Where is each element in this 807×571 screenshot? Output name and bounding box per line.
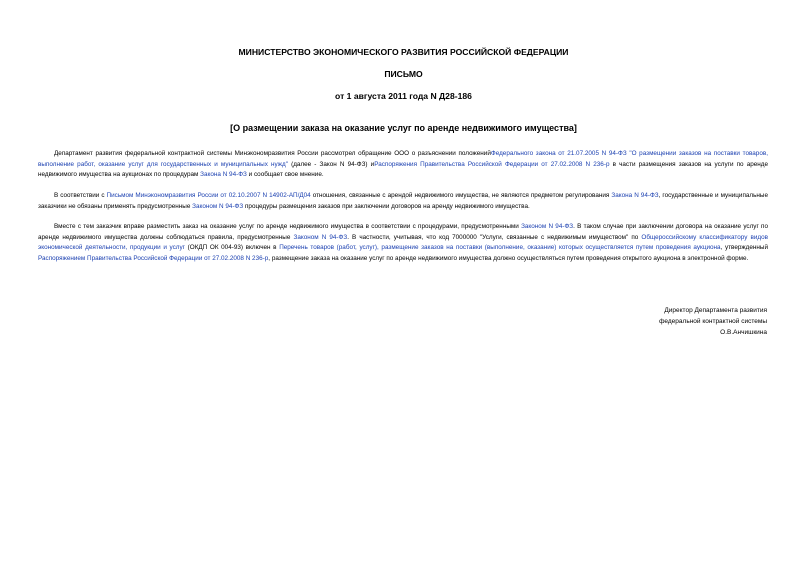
link-ministry-letter[interactable]: Письмом Минэкономразвития России от 02.10.2007 N 14902-АП/Д04 — [106, 192, 311, 199]
link-law-94fz-4[interactable]: Законом N 94-ФЗ — [521, 223, 574, 230]
paragraph-3-text-6: , размещение заказа на оказание услуг по аренде недвижимого имущества должно осуществляться путем проведения открытого аукциона в электронной форме. — [268, 254, 749, 262]
paragraph-2-text-1: В соответствии с — [54, 192, 107, 199]
document-type: ПИСЬМО — [384, 69, 423, 79]
paragraph-1 — [38, 149, 768, 181]
link-federal-law-94fz[interactable]: Федерального закона от 21.07.2005 N 94-ФЗ "О размещении заказов на поставки товаров, выполнение работ, оказание услуг для государственных и муниципальных нужд" — [38, 150, 768, 168]
paragraph-3-text-3: . В частности, учитывая, что код 7000000 "Услуги, связанные с недвижимым имуществом" по — [347, 233, 642, 241]
paragraph-1-text-3: в части размещения заказов на услуги по аренде недвижимого имущества на аукционах по процедурам — [38, 160, 769, 179]
link-law-94fz-5[interactable]: Законом N 94-ФЗ — [293, 233, 348, 241]
ministry-title: МИНИСТЕРСТВО ЭКОНОМИЧЕСКОГО РАЗВИТИЯ РОССИЙСКОЙ ФЕДЕРАЦИИ — [238, 47, 569, 57]
paragraph-2 — [38, 191, 768, 212]
link-government-order-236r-2[interactable]: Распоряжением Правительства Российской Федерации от 27.02.2008 N 236-р — [38, 254, 269, 262]
link-law-94fz[interactable]: Закона N 94-ФЗ — [200, 171, 247, 179]
paragraph-1-text-4: и сообщает свое мнение. — [246, 171, 324, 179]
paragraph-1-text-2: (далее - Закон N 94-ФЗ) и — [287, 160, 375, 168]
document-subject: [О размещении заказа на оказание услуг по аренде недвижимого имущества] — [230, 123, 577, 133]
link-okdp-classifier[interactable]: Общероссийскому классификатору видов экономической деятельности, продукции и услуг — [38, 233, 768, 252]
link-government-order-236r[interactable]: Распоряжения Правительства Российской Федерации от 27.02.2008 N 236-р — [374, 160, 610, 168]
paragraph-3-text-2: . В таком случае при заключении договора на оказание услуг по аренде недвижимого имущества должны соблюдаться правила, предусмотренные — [38, 223, 769, 241]
paragraph-2-text-2: отношения, связанные с арендой недвижимого имущества, не являются предметом регулирования — [310, 192, 612, 199]
link-goods-list[interactable]: Перечень товаров (работ, услуг), размещение заказов на поставки (выполнение, оказание) которых осуществляется путем проведения аукциона — [279, 244, 721, 252]
signature-position-line-1: Директор Департамента развития — [664, 307, 767, 314]
paragraph-3-text-4: (ОКДП ОК 004-93) включен в — [185, 244, 280, 252]
document-date-number: от 1 августа 2011 года N Д28-186 — [335, 91, 472, 101]
paragraph-2-text-4: процедуры размещения заказов при заключении договоров на аренду недвижимого имущества. — [243, 202, 530, 210]
paragraph-2-text-3: , государственные и муниципальные заказчики не обязаны применять предусмотренные — [38, 192, 769, 210]
link-law-94fz-2[interactable]: Закона N 94-ФЗ — [611, 192, 659, 199]
link-law-94fz-3[interactable]: Законом N 94-ФЗ — [192, 202, 244, 210]
paragraph-3-text-1: Вместе с тем заказчик вправе разместить заказ на оказание услуг по аренде недвижимого имущества в соответствии с процедурами, предусмотренными — [54, 223, 522, 230]
signature-name: О.В.Анчишкина — [720, 329, 767, 336]
signature-position-line-2: федеральной контрактной системы — [659, 318, 767, 325]
paragraph-3 — [38, 222, 768, 264]
paragraph-1-text-1: Департамент развития федеральной контрактной системы Минэкономразвития России рассмотрел обращение ООО о разъяснении положений — [54, 150, 491, 157]
signature-block — [467, 305, 767, 338]
paragraph-3-text-5: , утвержденный — [720, 244, 768, 252]
